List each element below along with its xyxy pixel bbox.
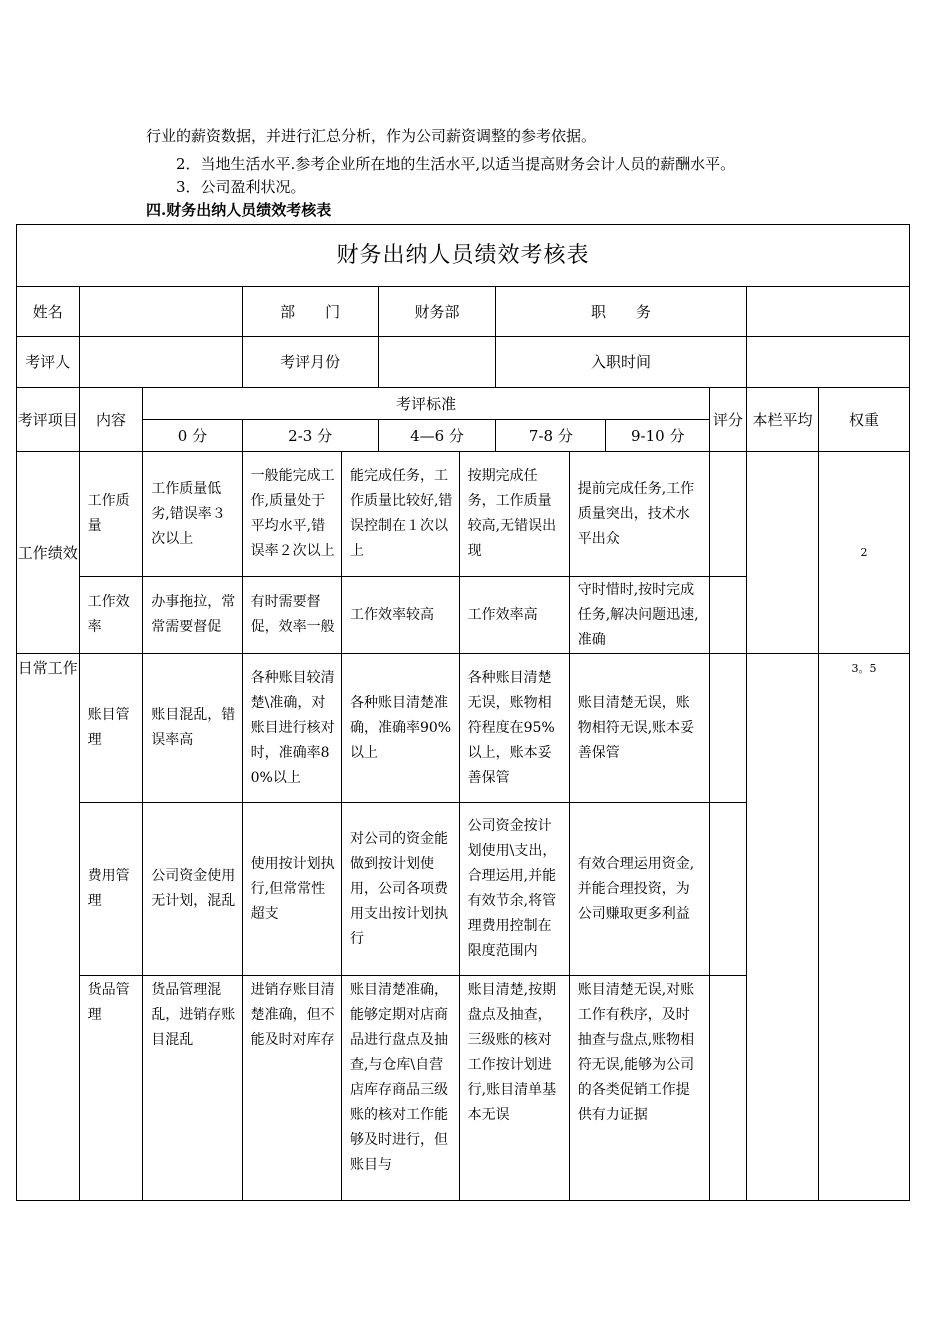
month-label: 考评月份 [242, 337, 378, 388]
criteria-cell: 货品管理混乱，进销存账目混乱 [143, 976, 242, 1201]
col-avg-header: 本栏平均 [746, 388, 818, 452]
title-row [17, 225, 910, 287]
intro-line-1: 行业的薪资数据，并进行汇总分析，作为公司薪资调整的参考依据。 [146, 127, 597, 145]
join-date-field[interactable] [746, 337, 909, 388]
table-row [17, 654, 910, 803]
row-content: 费用管理 [79, 803, 143, 976]
header-row-1 [17, 388, 910, 420]
criteria-cell: 公司资金使用无计划，混乱 [143, 803, 242, 976]
reviewer-field[interactable] [79, 337, 242, 388]
name-label: 姓名 [17, 287, 80, 337]
criteria-cell: 工作效率高 [459, 577, 569, 654]
level-2-header: 4—6 分 [378, 420, 496, 452]
criteria-cell: 工作质量低劣,错误率３次以上 [143, 452, 242, 577]
criteria-cell: 账目清楚无误,对账工作有秩序，及时抽查与盘点,账物相符无误,能够为公司的各类促销工作提供有力证据 [569, 976, 709, 1201]
info-row-1 [17, 287, 910, 337]
weight-cell: 2 [819, 452, 910, 654]
criteria-cell: 有效合理运用资金,并能合理投资，为公司赚取更多利益 [569, 803, 709, 976]
row-content: 工作质量 [79, 452, 143, 577]
criteria-cell: 办事拖拉，常常需要督促 [143, 577, 242, 654]
criteria-cell: 对公司的资金能做到按计划使用，公司各项费用支出按计划执行 [341, 803, 459, 976]
criteria-cell: 守时惜时,按时完成任务,解决问题迅速,准确 [569, 577, 709, 654]
level-4-header: 9-10 分 [606, 420, 710, 452]
criteria-cell: 各种账目清楚无误，账物相符程度在95%以上，账本妥善保管 [459, 654, 569, 803]
level-0-header: 0 分 [143, 420, 242, 452]
level-3-header: 7-8 分 [496, 420, 606, 452]
criteria-cell: 公司资金按计划使用\支出，合理运用,并能有效节余,将管理费用控制在限度范围内 [459, 803, 569, 976]
join-date-label: 入职时间 [496, 337, 746, 388]
col-content-header: 内容 [79, 388, 143, 452]
score-cell[interactable] [710, 577, 747, 654]
dept-label: 部 门 [242, 287, 378, 337]
criteria-cell: 按期完成任务，工作质量较高,无错误出现 [459, 452, 569, 577]
criteria-cell: 账目清楚,按期盘点及抽查，三级账的核对工作按计划进行,账目清单基本无误 [459, 976, 569, 1201]
evaluation-form-table [16, 224, 910, 1201]
position-field[interactable] [746, 287, 909, 337]
col-weight-header: 权重 [819, 388, 910, 452]
dept-value[interactable]: 财务部 [378, 287, 496, 337]
criteria-cell: 提前完成任务,工作质量突出，技术水平出众 [569, 452, 709, 577]
col-standard-header: 考评标准 [143, 388, 710, 420]
row-content: 货品管理 [79, 976, 143, 1201]
col-score-header: 评分 [710, 388, 747, 452]
criteria-cell: 进销存账目清楚准确，但不能及时对库存 [242, 976, 341, 1201]
reviewer-label: 考评人 [17, 337, 80, 388]
section-name: 日常工作 [17, 654, 80, 1201]
table-row [17, 452, 910, 577]
section-heading: 四.财务出纳人员绩效考核表 [146, 201, 332, 219]
criteria-cell: 一般能完成工作,质量处于平均水平,错误率２次以上 [242, 452, 341, 577]
intro-line-2: 2．当地生活水平.参考企业所在地的生活水平,以适当提高财务会计人员的薪酬水平。 [176, 155, 736, 173]
criteria-cell: 有时需要督促，效率一般 [242, 577, 341, 654]
form-title: 财务出纳人员绩效考核表 [17, 225, 910, 287]
criteria-cell: 工作效率较高 [341, 577, 459, 654]
level-1-header: 2-3 分 [242, 420, 378, 452]
info-row-2 [17, 337, 910, 388]
month-field[interactable] [378, 337, 496, 388]
criteria-cell: 能完成任务，工作质量比较好,错误控制在１次以上 [341, 452, 459, 577]
average-cell[interactable] [746, 654, 818, 1201]
score-cell[interactable] [710, 976, 747, 1201]
score-cell[interactable] [710, 452, 747, 577]
criteria-cell: 各种账目较清楚\准确，对账目进行核对时，准确率80%以上 [242, 654, 341, 803]
position-label: 职 务 [496, 287, 746, 337]
criteria-cell: 各种账目清楚准确，准确率90%以上 [341, 654, 459, 803]
name-field[interactable] [79, 287, 242, 337]
criteria-cell: 账目清楚准确，能够定期对店商品进行盘点及抽查,与仓库\自营店库存商品三级账的核对工作能够及时进行，但账目与 [341, 976, 459, 1201]
col-item-header: 考评项目 [17, 388, 80, 452]
criteria-cell: 账目混乱，错误率高 [143, 654, 242, 803]
score-cell[interactable] [710, 654, 747, 803]
row-content: 账目管理 [79, 654, 143, 803]
weight-cell: 3。5 [819, 654, 910, 1201]
score-cell[interactable] [710, 803, 747, 976]
criteria-cell: 使用按计划执行,但常常性超支 [242, 803, 341, 976]
average-cell[interactable] [746, 452, 818, 654]
intro-line-3: 3．公司盈利状况。 [176, 178, 306, 196]
row-content: 工作效率 [79, 577, 143, 654]
criteria-cell: 账目清楚无误，账物相符无误,账本妥善保管 [569, 654, 709, 803]
section-name: 工作绩效 [17, 452, 80, 654]
